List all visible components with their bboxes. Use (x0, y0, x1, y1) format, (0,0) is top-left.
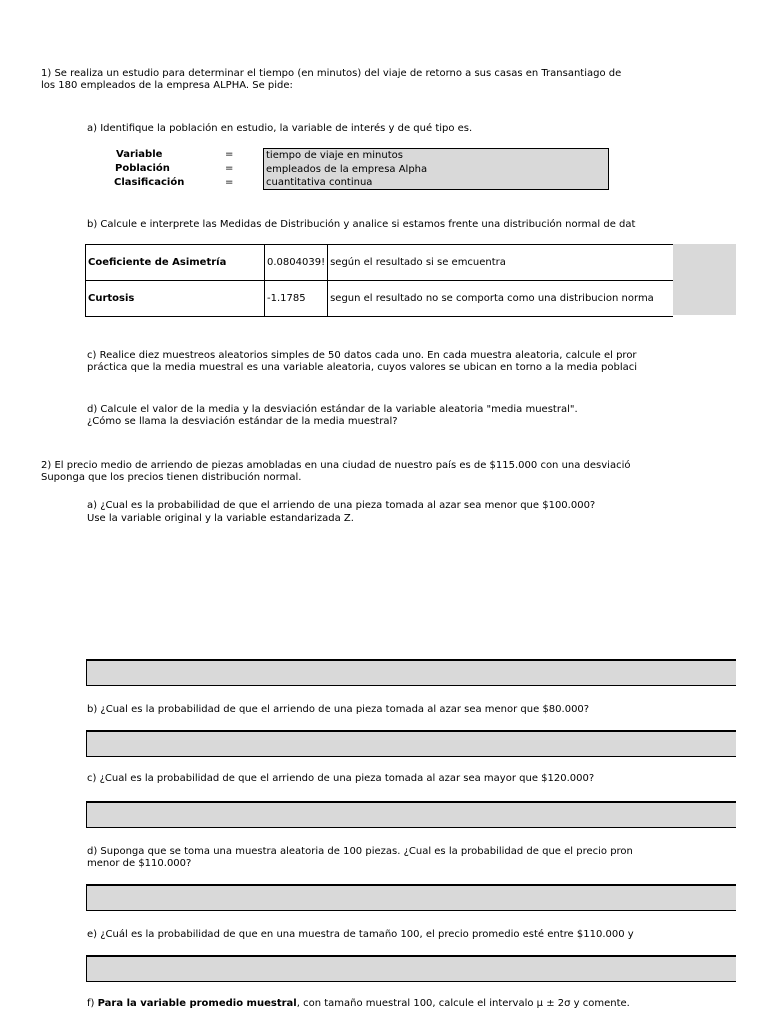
curtosis-value[interactable]: -1.1785 (265, 281, 328, 317)
q2-f-rest: , con tamaño muestral 100, calcule el intervalo μ ± 2σ y comente. (296, 998, 630, 1009)
q2-e-prompt: e) ¿Cuál es la probabilidad de que en una muestra de tamaño 100, el precio promedio esté entre $110.000 y (87, 929, 634, 940)
q2-f-bold: Para la variable promedio muestral (97, 998, 297, 1009)
poblacion-value[interactable]: empleados de la empresa Alpha (266, 163, 428, 175)
asimetria-label: Coeficiente de Asimetría (86, 245, 265, 281)
q1-intro-line1: 1) Se realiza un estudio para determinar el tiempo (en minutos) del viaje de retorno a sus casas en Transantiago de (41, 68, 622, 79)
variable-eq: = (225, 149, 234, 160)
q1-b-prompt: b) Calcule e interprete las Medidas de Distribución y analice si estamos frente una distribución normal de dat (87, 219, 636, 230)
variable-label: Variable (116, 149, 163, 160)
q2-b-prompt: b) ¿Cual es la probabilidad de que el arriendo de una pieza tomada al azar sea menor que $80.000? (87, 704, 590, 715)
curtosis-label: Curtosis (86, 281, 265, 317)
answer-box-c[interactable] (86, 801, 736, 828)
q2-c-prompt: c) ¿Cual es la probabilidad de que el arriendo de una pieza tomada al azar sea mayor que $120.000? (87, 773, 595, 784)
q1-a-prompt: a) Identifique la población en estudio, la variable de interés y de qué tipo es. (87, 123, 473, 134)
poblacion-eq: = (225, 163, 234, 174)
asimetria-value[interactable]: 0.0804039! (265, 245, 328, 281)
q2-intro-line1: 2) El precio medio de arriendo de piezas amobladas en una ciudad de nuestro país es de $115.000 con una desviació (41, 460, 631, 471)
q2-d-line2: menor de $110.000? (87, 858, 192, 869)
q1-c-line1: c) Realice diez muestreos aleatorios simples de 50 datos cada uno. En cada muestra aleatoria, calcule el pror (87, 350, 637, 361)
q2-a-line2: Use la variable original y la variable estandarizada Z. (87, 513, 354, 524)
answer-box-b[interactable] (86, 730, 736, 757)
table-row (86, 281, 674, 317)
q1-d-line1: d) Calcule el valor de la media y la desviación estándar de la variable aleatoria "media muestral". (87, 404, 578, 415)
q1-d-line2: ¿Cómo se llama la desviación estándar de la media muestral? (87, 416, 398, 427)
answer-box-a[interactable] (86, 659, 736, 686)
asimetria-comment[interactable]: según el resultado si se emcuentra (328, 245, 673, 281)
variable-value[interactable]: tiempo de viaje en minutos (266, 150, 403, 161)
q1-intro-line2: los 180 empleados de la empresa ALPHA. Se pide: (41, 80, 293, 91)
measures-table (85, 244, 673, 317)
curtosis-comment[interactable]: segun el resultado no se comporta como una distribucion norma (328, 281, 673, 317)
definition-answer-box (263, 148, 609, 190)
clasificacion-value[interactable]: cuantitativa continua (266, 177, 373, 188)
answer-box-d[interactable] (86, 884, 736, 911)
q2-f-prompt (87, 998, 630, 1009)
clasificacion-eq: = (225, 177, 234, 188)
q1-c-line2: práctica que la media muestral es una variable aleatoria, cuyos valores se ubican en torno a la media poblaci (87, 362, 637, 373)
q2-d-line1: d) Suponga que se toma una muestra aleatoria de 100 piezas. ¿Cual es la probabilidad de que el precio pron (87, 846, 633, 857)
q2-intro-line2: Suponga que los precios tienen distribución normal. (41, 472, 302, 483)
q2-a-line1: a) ¿Cual es la probabilidad de que el arriendo de una pieza tomada al azar sea menor que $100.000? (87, 500, 596, 511)
answer-box-e[interactable] (86, 955, 736, 982)
measures-overflow-strip (673, 244, 736, 315)
q2-f-prefix: f) (87, 998, 98, 1009)
poblacion-label: Población (115, 163, 170, 174)
table-row (86, 245, 674, 281)
clasificacion-label: Clasificación (114, 177, 185, 188)
